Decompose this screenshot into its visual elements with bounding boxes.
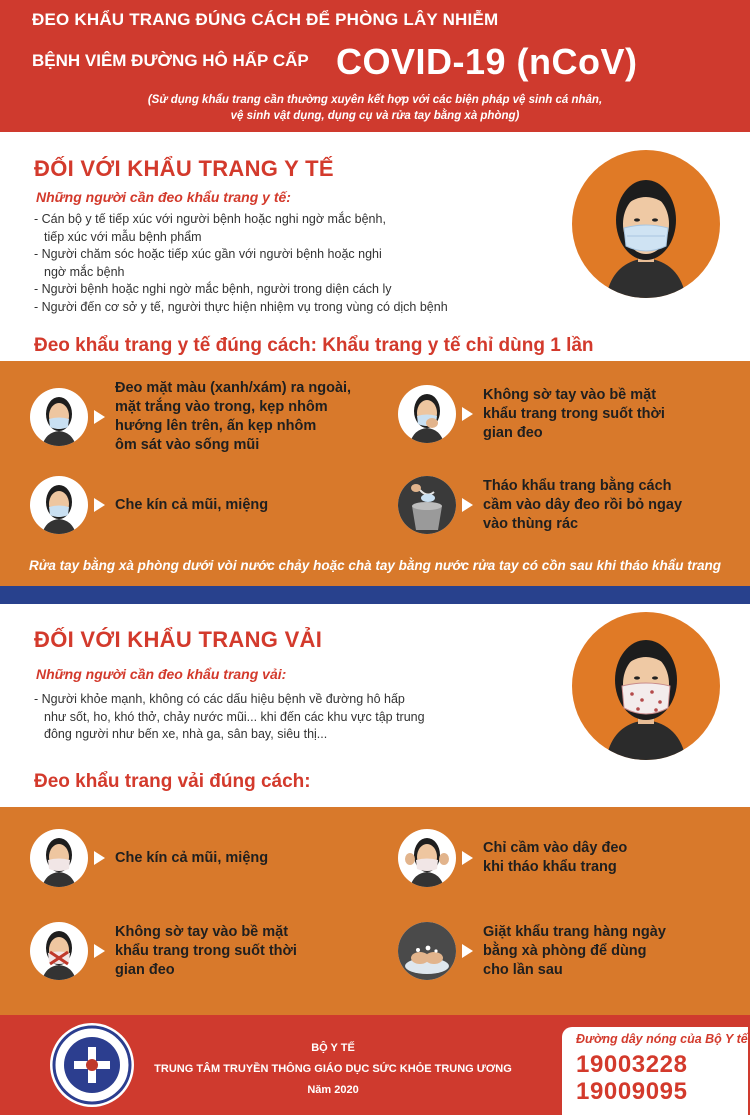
publication-year: Năm 2020 [307,1084,359,1096]
medical-steps-band [0,361,750,586]
arrow-right-icon [94,944,105,958]
cloth-step-3-text: Không sờ tay vào bề mặt khẩu trang trong suốt thời gian đeo [115,923,297,978]
cloth-step-2 [398,829,627,887]
medical-mask-portrait [572,150,720,298]
person-mask-icon [398,385,456,443]
medical-how-title: Đeo khẩu trang y tế đúng cách: Khẩu trang y tế chỉ dùng 1 lần [34,335,594,356]
ministry-seal-icon [50,1023,134,1107]
step-photo [30,476,88,534]
cloth-bullet-list [34,691,425,744]
header-note-1: (Sử dụng khẩu trang cần thường xuyên kết hợp với các biện pháp vệ sinh cá nhân, [147,94,603,106]
medical-section-title: ĐỐI VỚI KHẨU TRANG Y TẾ [34,156,334,181]
cloth-steps-band [0,807,750,1015]
cloth-step-2-text: Chỉ cầm vào dây đeo khi tháo khẩu trang [483,840,628,875]
arrow-right-icon [94,851,105,865]
arrow-right-icon [462,944,473,958]
medical-step-4-text: Tháo khẩu trang bằng cách cầm vào dây đeo rồi bỏ ngay vào thùng rác [483,477,683,532]
medical-step-4 [398,476,682,534]
step-photo [398,385,456,443]
step-photo [398,922,456,980]
covid-title: COVID-19 (nCoV) [336,41,638,82]
handwash-tip: Rửa tay bằng xà phòng dưới vòi nước chảy hoặc chà tay bằng nước rửa tay có cồn sau khi tháo khẩu trang [28,558,722,573]
step-photo [30,829,88,887]
medical-step-2-text: Không sờ tay vào bề mặt khẩu trang trong suốt thời gian đeo [483,386,665,441]
footer [0,1015,750,1115]
medical-bullet: - Người chăm sóc hoặc tiếp xúc gần với người bệnh hoặc nghi [34,247,382,262]
medical-who-label: Những người cần đeo khẩu trang y tế: [36,189,291,205]
medical-bullet: - Người đến cơ sở y tế, người thực hiện nhiệm vụ trong vùng có dịch bệnh [34,299,448,314]
arrow-right-icon [462,498,473,512]
person-cloth-mask-icon [30,829,88,887]
person-cloth-mask-icon [398,829,456,887]
woman-medical-mask-icon [572,150,720,298]
cloth-mask-portrait [572,612,720,760]
trash-bin-icon [398,476,456,534]
step-photo [398,829,456,887]
step-photo [30,922,88,980]
header-banner [0,0,750,132]
cloth-bullet: đông người như bến xe, nhà ga, sân bay, siêu thị... [44,727,328,742]
person-mask-icon [30,388,88,446]
cloth-who-label: Những người cần đeo khẩu trang vải: [36,666,287,682]
medical-step-3 [30,476,268,534]
hotline-number-2[interactable]: 19009095 [576,1078,688,1105]
cloth-step-3 [30,922,297,980]
header-line1: ĐEO KHẨU TRANG ĐÚNG CÁCH ĐỂ PHÒNG LÂY NHIỄM [32,10,499,29]
medical-bullet: - Cán bộ y tế tiếp xúc với người bệnh hoặc nghi ngờ mắc bệnh, [34,212,386,226]
cloth-bullet: - Người khỏe mạnh, không có các dấu hiệu bệnh về đường hô hấp [34,692,405,706]
medical-bullet: - Người bệnh hoặc nghi ngờ mắc bệnh, người trong diện cách ly [34,282,392,297]
cloth-step-4 [398,922,666,980]
hotline-label: Đường dây nóng của Bộ Y tế [576,1032,748,1046]
org-ministry: BỘ Y TẾ [311,1042,355,1054]
arrow-right-icon [462,407,473,421]
cloth-step-4-text: Giặt khẩu trang hàng ngày bằng xà phòng để dùng cho lần sau [483,923,666,978]
person-cloth-mask-icon [30,922,88,980]
medical-bullet-list [34,211,448,317]
step-photo [30,388,88,446]
washing-hands-icon [398,922,456,980]
section-divider [0,586,750,604]
cloth-bullet: như sốt, ho, khó thở, chảy nước mũi... khi đến các khu vực tập trung [44,709,425,724]
header-line2: BỆNH VIÊM ĐƯỜNG HÔ HẤP CẤP [32,51,309,70]
cloth-how-title: Đeo khẩu trang vải đúng cách: [34,771,311,792]
cloth-step-1-text: Che kín cả mũi, miệng [115,849,269,866]
arrow-right-icon [94,410,105,424]
step-photo [398,476,456,534]
medical-step-1-text: Đeo mặt màu (xanh/xám) ra ngoài, mặt trắng vào trong, kẹp nhôm hướng lên trên, ấn kẹp nhôm ôm sát vào sống mũi [115,380,352,453]
hotline-number-1[interactable]: 19003228 [576,1051,688,1078]
medical-step-2 [398,385,665,443]
ministry-logo [50,1023,134,1107]
woman-cloth-mask-icon [572,612,720,760]
cloth-step-1 [30,829,268,887]
hotline-box [562,1027,748,1115]
org-center: TRUNG TÂM TRUYỀN THÔNG GIÁO DỤC SỨC KHỎE TRUNG ƯƠNG [154,1063,512,1075]
medical-step-3-text: Che kín cả mũi, miệng [115,496,269,513]
medical-bullet: ngờ mắc bệnh [44,264,125,279]
arrow-right-icon [462,851,473,865]
arrow-right-icon [94,498,105,512]
medical-step-1 [30,379,351,455]
cloth-section-title: ĐỐI VỚI KHẨU TRANG VẢI [34,627,323,652]
medical-bullet: tiếp xúc với mẫu bệnh phẩm [44,229,202,244]
header-note-2: vệ sinh vật dụng, dụng cụ và rửa tay bằng xà phòng) [230,110,520,122]
person-mask-icon [30,476,88,534]
